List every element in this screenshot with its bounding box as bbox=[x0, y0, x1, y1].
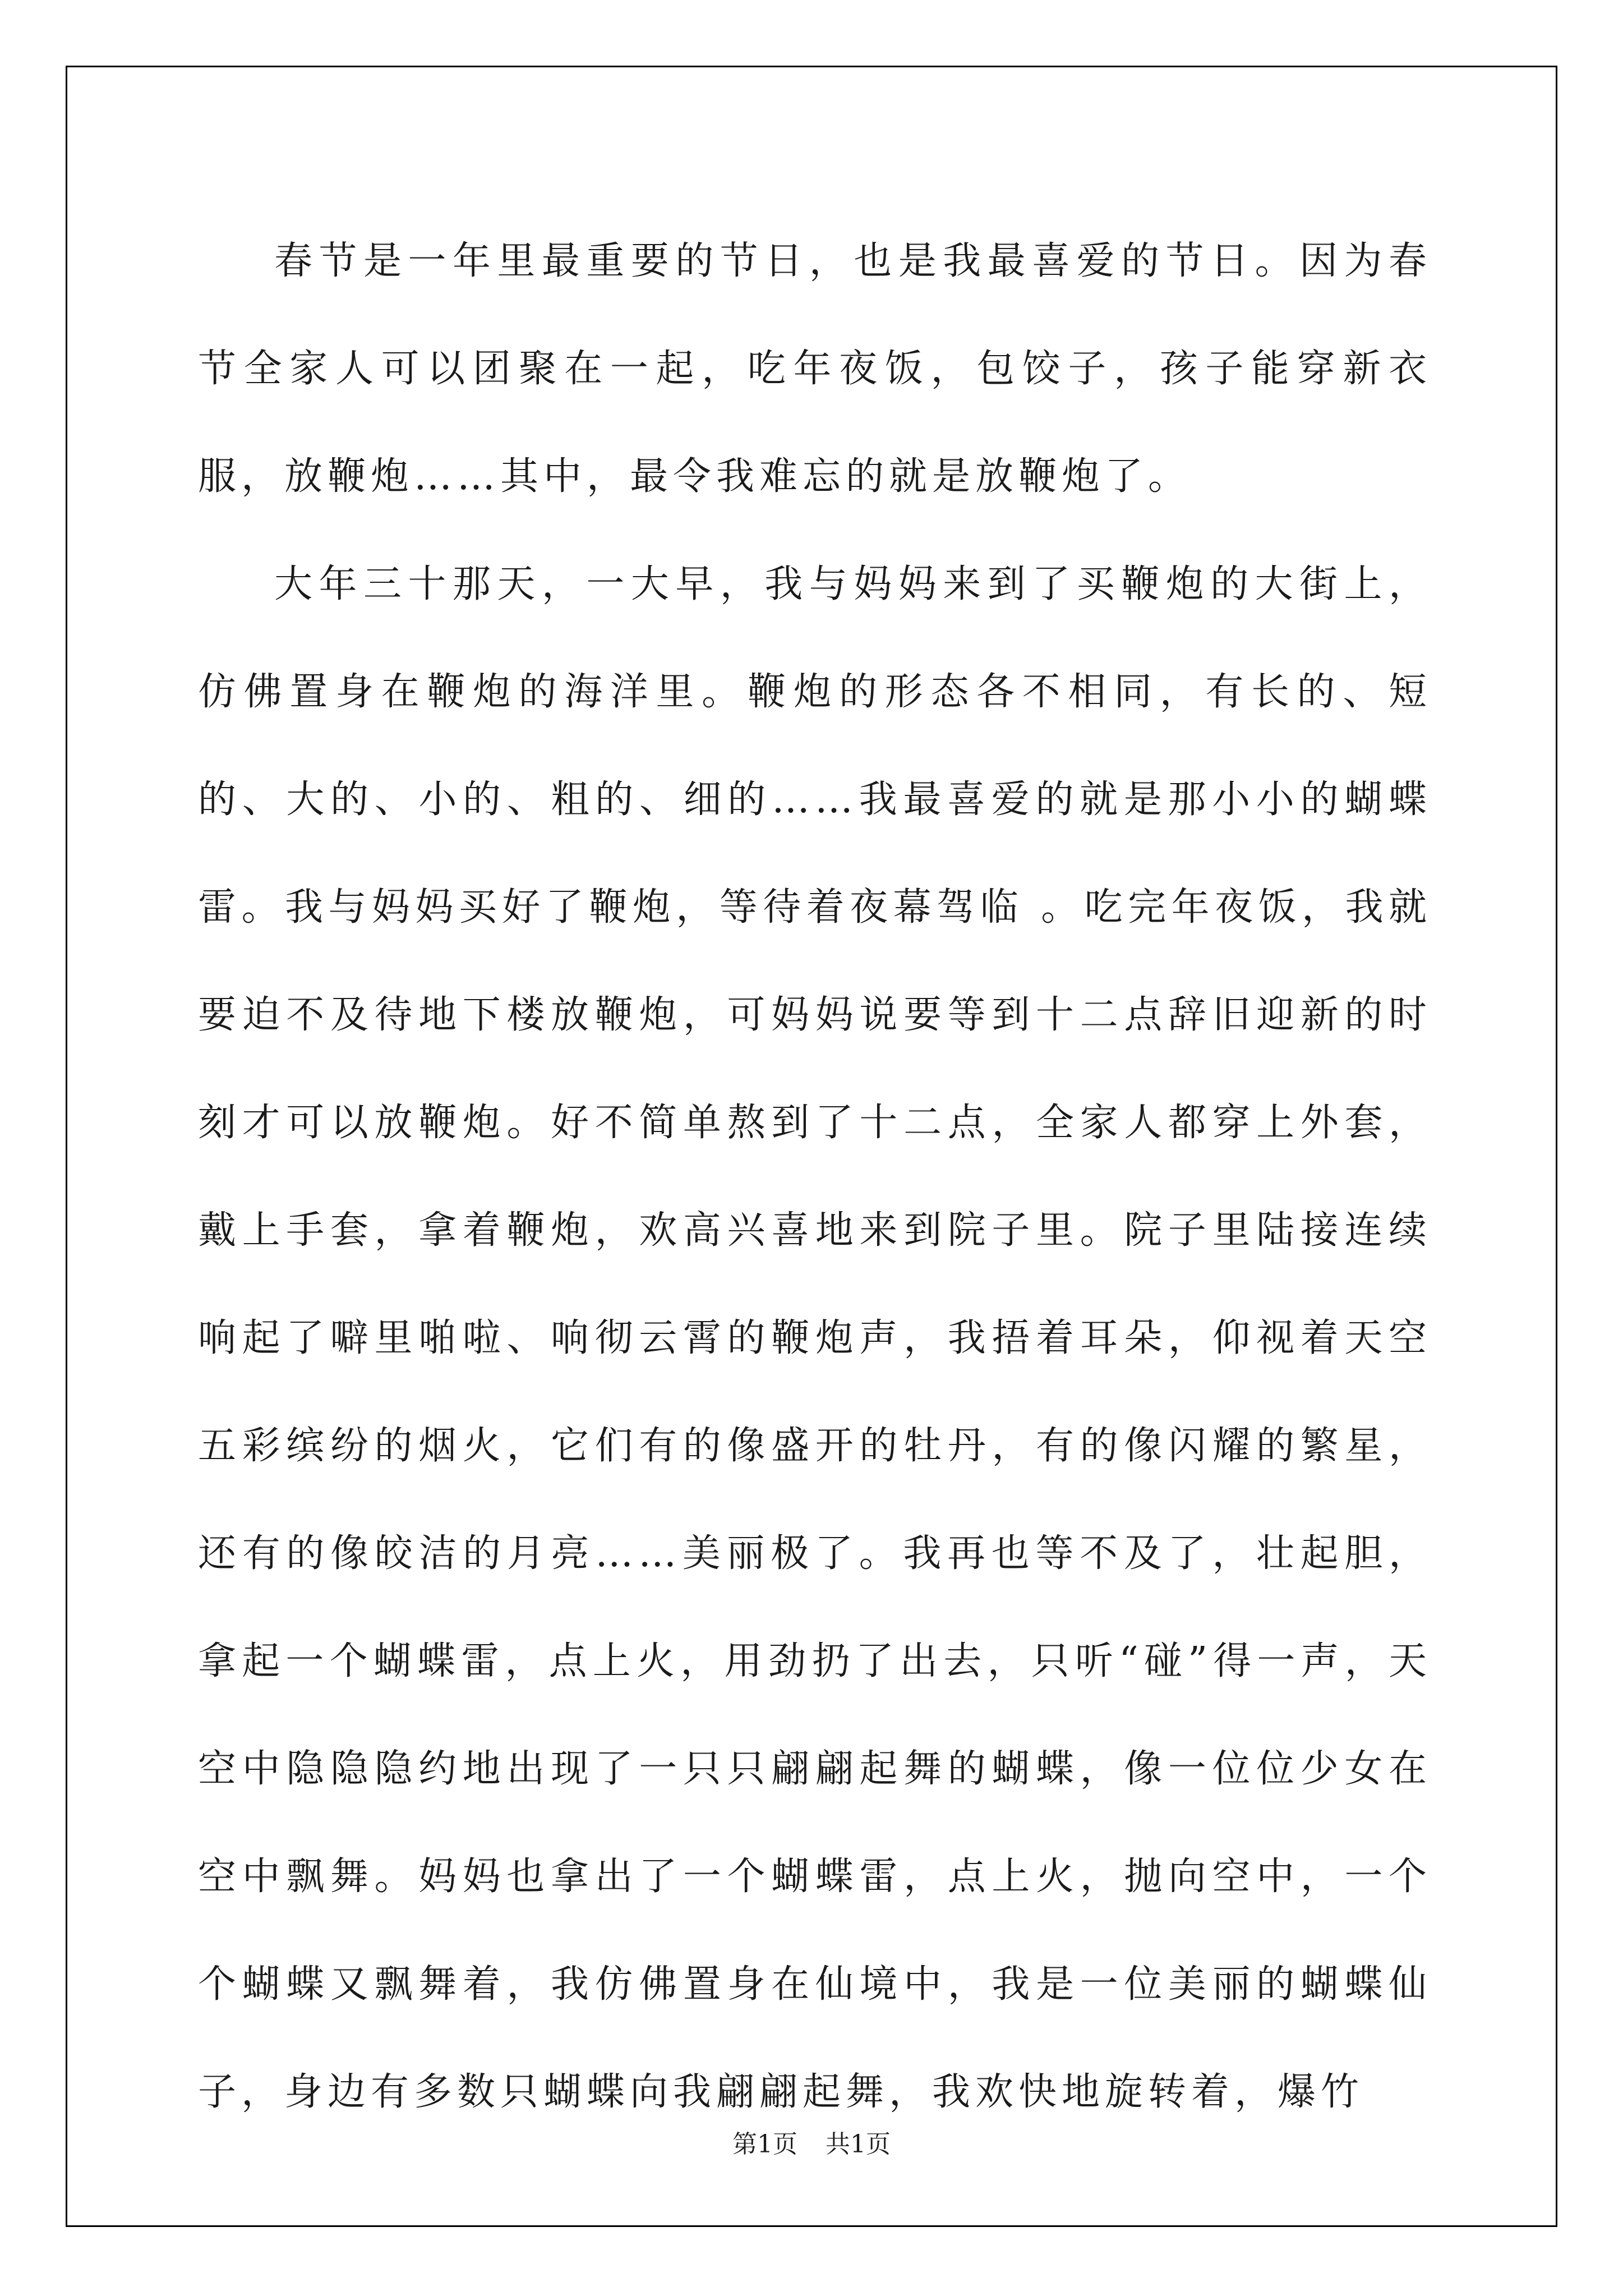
paragraph-2: 大年三十那天，一大早，我与妈妈来到了买鞭炮的大街上，仿佛置身在鞭炮的海洋里。鞭炮的形态各不相同，有长的、短的、大的、小的、粗的、细的……我最喜爱的就是那小小的蝴蝶雷。我与妈妈买好了鞭炮，等待着夜幕驾临 。吃完年夜饭，我就要迫不及待地下楼放鞭炮，可妈妈说要等到十二点辞旧迎新的时刻才可以放鞭炮。好不简单熬到了十二点，全家人都穿上外套，戴上手套，拿着鞭炮，欢高兴喜地来到院子里。院子里陆接连续响起了噼里啪啦、响彻云霄的鞭炮声，我捂着耳朵，仰视着天空五彩缤纷的烟火，它们有的像盛开的牡丹，有的像闪耀的繁星，还有的像皎洁的月亮……美丽极了。我再也等不及了，壮起胆，拿起一个蝴蝶雷，点上火，用劲扔了出去，只听“碰”得一声，天空中隐隐隐约地出现了一只只翩翩起舞的蝴蝶，像一位位少女在空中飘舞。妈妈也拿出了一个蝴蝶雷，点上火，抛向空中，一个个蝴蝶又飘舞着，我仿佛置身在仙境中，我是一位美丽的蝴蝶仙子，身边有多数只蝴蝶向我翩翩起舞，我欢快地旋转着，爆竹 bbox=[198, 562, 1432, 2114]
page-total: 共1页 bbox=[826, 2130, 891, 2159]
paragraph-1: 春节是一年里最重要的节日，也是我最喜爱的节日。因为春节全家人可以团聚在一起，吃年夜饭，包饺子，孩子能穿新衣服，放鞭炮……其中，最令我难忘的就是放鞭炮了。 bbox=[198, 239, 1432, 499]
document-body bbox=[198, 208, 1432, 2146]
page-number: 第1页 bbox=[732, 2130, 797, 2159]
page-footer bbox=[0, 2128, 1623, 2161]
